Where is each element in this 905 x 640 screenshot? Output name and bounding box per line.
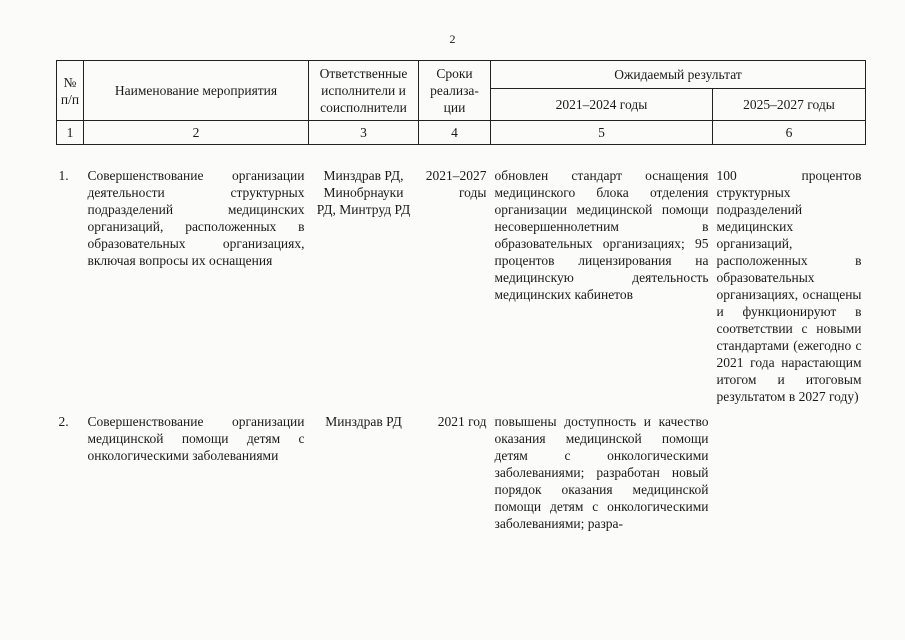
header-result: Ожидаемый результат: [491, 61, 866, 89]
result-2025-2027: [713, 405, 866, 532]
header-result-2025-2027: 2025–2027 годы: [713, 89, 866, 121]
column-number: 2: [84, 121, 309, 145]
page-number: 2: [449, 32, 456, 46]
row-number: 1.: [58, 168, 69, 183]
result-2025-2027: 100 процентов структурных подразделений медицинских организаций, расположенных в образовательных организациях, оснащены и функционируют в соответствии с новыми стандартами (ежегодно с 2021 года нарастающим итогом и итоговым результатом в 2027 году): [716, 168, 862, 404]
responsible-executors: Минздрав РД, Минобрнауки РД, Минтруд РД: [316, 168, 411, 217]
implementation-terms: 2021 год: [437, 414, 487, 429]
header-terms: Сроки реализа-ции: [419, 61, 491, 121]
measure-name: Совершенствование организации деятельности структурных подразделений медицинских организаций, расположенных в образовательных организациях, включая вопросы их оснащения: [87, 168, 305, 268]
header-responsible: Ответственные исполнители и соисполнители: [309, 61, 419, 121]
result-2021-2024: повышены доступность и качество оказания медицинской помощи детям с онкологическими заболеваниями; разработан новый порядок оказания медицинской помощи детям с онкологическими заболеваниями; разра-: [494, 414, 709, 531]
measures-table: [56, 60, 866, 532]
header-result-2021-2024: 2021–2024 годы: [491, 89, 713, 121]
row-number: 2.: [58, 414, 69, 429]
header-name: Наименование мероприятия: [84, 61, 309, 121]
result-2021-2024: обновлен стандарт оснащения медицинского блока отделения организации медицинской помощи несовершеннолетним в образовательных организациях; 95 процентов лицензирования на медицинскую деятельность медицинских кабинетов: [494, 168, 709, 302]
implementation-terms: 2021–2027 годы: [425, 168, 487, 200]
measure-name: Совершенствование организации медицинской помощи детям с онкологическими заболеваниями: [87, 414, 305, 463]
column-number: 4: [419, 121, 491, 145]
table-row: [57, 405, 866, 532]
table-row: [57, 159, 866, 405]
responsible-executors: Минздрав РД: [325, 414, 402, 429]
column-number: 1: [57, 121, 84, 145]
header-num: № п/п: [57, 61, 84, 121]
column-number: 5: [491, 121, 713, 145]
column-number: 3: [309, 121, 419, 145]
column-number: 6: [713, 121, 866, 145]
